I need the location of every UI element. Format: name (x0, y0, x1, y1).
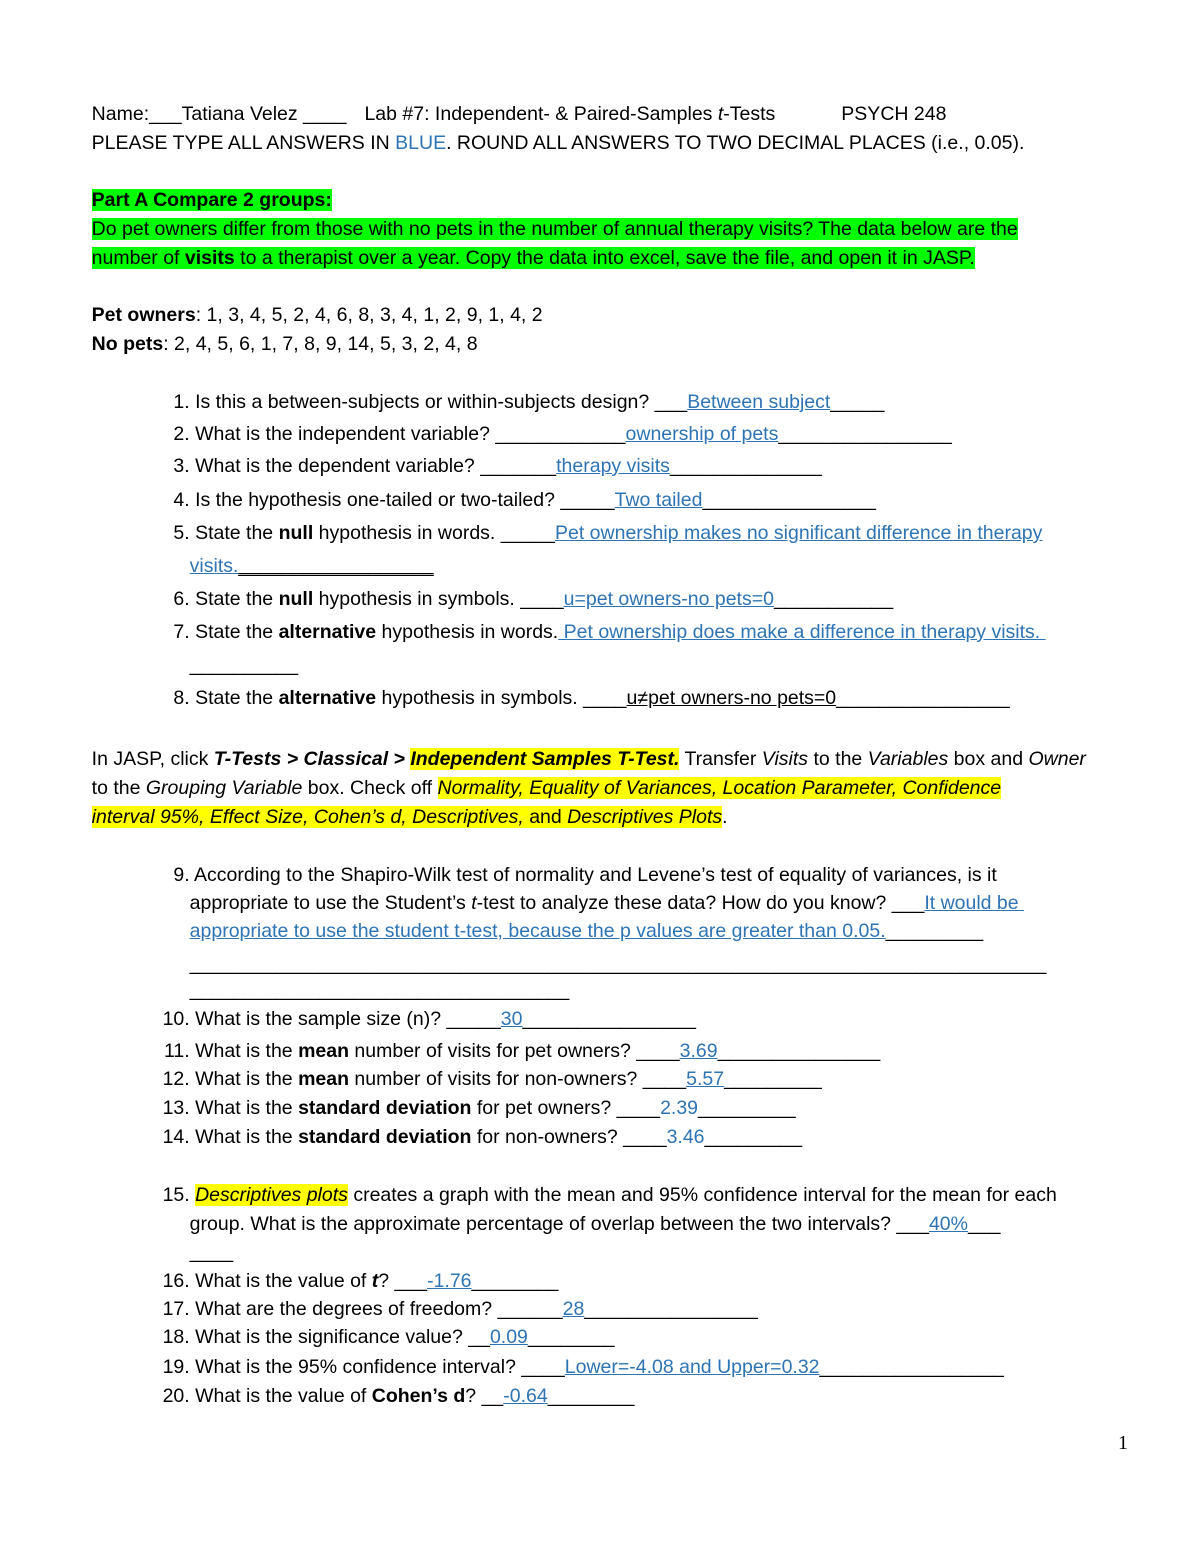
question-text: According to the Shapiro-Wilk test of normality and Levene’s test of equality of variances, is it (194, 864, 997, 886)
question-number: 20. (162, 1385, 190, 1407)
answer-text: Two tailed (614, 489, 703, 511)
question-number: 7. (173, 621, 190, 643)
question-bold: null (278, 522, 314, 544)
pet-owners-label: Pet owners (91, 304, 196, 326)
question-text-tail: number of visits for non-owners? ____ (349, 1068, 687, 1090)
answer-blank: ________________ (522, 1008, 696, 1030)
question-number: 19. (162, 1356, 190, 1378)
question-bold: alternative (278, 687, 377, 709)
question-bold: alternative (278, 621, 377, 643)
question-number: 8. (173, 687, 190, 709)
part-a-title: Part A Compare 2 groups: (91, 189, 332, 211)
question-number: 1. (173, 391, 190, 413)
answer-text: u≠pet owners-no pets=0 (626, 687, 837, 709)
desc-bold-visits: visits (184, 247, 235, 269)
answer-blank: ________________ (778, 423, 952, 445)
question-text-tail: hypothesis in words. _____ (313, 522, 555, 544)
answer-text: Pet ownership does make a difference in therapy visits. (558, 621, 1046, 643)
question-text: What is the sample size (n)? _____ (195, 1008, 501, 1030)
answer-text: -0.64 (503, 1385, 548, 1407)
question-bold: mean (298, 1040, 350, 1062)
question-text: What is the significance value? __ (195, 1326, 490, 1348)
answer-blank: ___________ (773, 588, 894, 610)
question-text: -test to analyze these data? How do you know? ___ (476, 892, 925, 914)
question-number: 18. (162, 1326, 190, 1348)
jasp-text: Transfer (679, 748, 762, 770)
jasp-options: interval 95%, Effect Size, Cohen’s d, Descriptives, (91, 806, 530, 828)
question-italic-t: t (471, 892, 477, 914)
answer-blank: _____ (830, 391, 885, 413)
question-text: group. What is the approximate percentage of overlap between the two intervals? ___ (189, 1213, 929, 1235)
instructions-blue-word: BLUE (395, 132, 447, 154)
question-text: What are the degrees of freedom? ______ (195, 1298, 563, 1320)
answer-text: 3.69 (679, 1040, 718, 1062)
question-text: Is the hypothesis one-tailed or two-tailed? _____ (195, 489, 615, 511)
jasp-text: to the (91, 777, 146, 799)
question-text-tail: hypothesis in words. (376, 621, 559, 643)
question-text: What is the (195, 1126, 299, 1148)
answer-text: Lower=-4.08 and Upper=0.32 (564, 1356, 820, 1378)
jasp-text: . (722, 806, 728, 828)
question-text: What is the (195, 1068, 299, 1090)
question-text-tail: hypothesis in symbols. ____ (313, 588, 564, 610)
answer-text: u=pet owners-no pets=0 (563, 588, 774, 610)
answer-text: 40% (928, 1213, 968, 1235)
question-text: What is the value of (195, 1385, 372, 1407)
answer-text: 2.39 (660, 1097, 699, 1119)
question-number: 2. (173, 423, 190, 445)
question-text-tail: ? ___ (378, 1270, 428, 1292)
answer-text: ownership of pets (625, 423, 779, 445)
answer-blank: ________ (527, 1326, 615, 1348)
question-text: appropriate to use the Student’s (189, 892, 472, 914)
answer-text: Pet ownership makes no significant difference in therapy (554, 522, 1043, 544)
jasp-variable-visits: Visits (761, 748, 809, 770)
question-text-tail: for pet owners? ____ (471, 1097, 661, 1119)
question-number: 13. (162, 1097, 190, 1119)
answer-text: 3.46 (666, 1126, 705, 1148)
answer-blank: _______________ (717, 1040, 881, 1062)
jasp-text: and (529, 806, 562, 828)
question-text: Is this a between-subjects or within-subjects design? ___ (195, 391, 688, 413)
answer-text: It would be (924, 892, 1025, 914)
question-text: What is the dependent variable? _______ (195, 455, 557, 477)
question-number: 3. (173, 455, 190, 477)
question-text: creates a graph with the mean and 95% confidence interval for the mean for each (347, 1184, 1057, 1206)
answer-blank: __________ (189, 654, 299, 676)
question-number: 14. (162, 1126, 190, 1148)
answer-text: therapy visits (556, 455, 670, 477)
student-name: ___Tatiana Velez ____ (149, 103, 347, 125)
question-number: 9. (173, 864, 190, 886)
question-bold: Cohen’s d (371, 1385, 466, 1407)
question-text: What is the independent variable? ____________ (195, 423, 626, 445)
question-text: State the (195, 588, 279, 610)
question-text: State the (195, 522, 279, 544)
question-number: 10. (162, 1008, 190, 1030)
question-text-tail: ? __ (465, 1385, 504, 1407)
instructions-rounding: . ROUND ALL ANSWERS TO TWO DECIMAL PLACES (i.e., 0.05). (446, 132, 1025, 154)
desc-text: number of (91, 247, 185, 269)
answer-text: -1.76 (427, 1270, 472, 1292)
question-text: What is the (195, 1097, 299, 1119)
answer-text: Between subject (687, 391, 831, 413)
answer-blank: _________________ (819, 1356, 1004, 1378)
answer-blank: __________________ (238, 555, 434, 577)
jasp-variable-owner: Owner (1028, 748, 1086, 770)
answer-text: visits. (189, 555, 239, 577)
question-text: State the (195, 687, 279, 709)
jasp-text: In JASP, click (91, 748, 214, 770)
desc-text-tail: to a therapist over a year. Copy the data into excel, save the file, and open it in JASP. (234, 247, 975, 269)
instructions-text: PLEASE TYPE ALL ANSWERS IN (91, 132, 396, 154)
question-bold: standard deviation (298, 1097, 472, 1119)
question-number: 5. (173, 522, 190, 544)
course-code: PSYCH 248 (841, 103, 947, 125)
question-text-tail: number of visits for pet owners? ____ (349, 1040, 680, 1062)
lab-title-tail: -Tests (723, 103, 776, 125)
question-20 (130, 1354, 634, 1438)
question-number: 11. (164, 1040, 190, 1062)
answer-blank: ____ (189, 1241, 234, 1263)
answer-blank: _________ (704, 1126, 803, 1148)
answer-blank: ___________________________________ (189, 979, 570, 1001)
jasp-grouping-variable: Grouping Variable (145, 777, 303, 799)
answer-blank: ________ (547, 1385, 635, 1407)
question-number: 4. (173, 489, 190, 511)
page-number: 1 (1118, 1432, 1128, 1454)
question-bold: t (371, 1270, 379, 1292)
descriptives-plots-highlight: Descriptives plots (195, 1184, 348, 1206)
answer-text: 28 (562, 1298, 585, 1320)
lab-title-t: t (717, 103, 724, 125)
pet-owners-values: : 1, 3, 4, 5, 2, 4, 6, 8, 3, 4, 1, 2, 9, 1, 4, 2 (195, 304, 543, 326)
jasp-text: box and (948, 748, 1029, 770)
name-label: Name: (91, 103, 150, 125)
answer-blank: ________________ (584, 1298, 758, 1320)
part-a-description: Do pet owners differ from those with no pets in the number of annual therapy visits? The data below are the (91, 218, 1018, 240)
question-bold: null (278, 588, 314, 610)
question-number: 15. (162, 1184, 190, 1206)
question-text-tail: for non-owners? ____ (471, 1126, 667, 1148)
answer-text: appropriate to use the student t-test, because the p values are greater than 0.05. (189, 920, 886, 942)
answer-blank: _________ (885, 920, 984, 942)
jasp-options: Descriptives Plots (561, 806, 723, 828)
question-text: What is the 95% confidence interval? ____ (195, 1356, 565, 1378)
lab-title: Lab #7: Independent- & Paired-Samples (364, 103, 718, 125)
question-number: 6. (173, 588, 190, 610)
no-pets-label: No pets (91, 333, 164, 355)
answer-blank: ___ (967, 1213, 1001, 1235)
answer-blank: ________________ (702, 489, 876, 511)
question-text: What is the value of (195, 1270, 372, 1292)
question-number: 16. (162, 1270, 190, 1292)
question-number: 12. (162, 1068, 190, 1090)
question-number: 17. (162, 1298, 190, 1320)
answer-blank: ________ (471, 1270, 559, 1292)
answer-blank: _______________________________________________________________________________ (189, 953, 1047, 975)
question-bold: mean (298, 1068, 350, 1090)
jasp-variables-box: Variables (867, 748, 949, 770)
question-bold: standard deviation (298, 1126, 472, 1148)
jasp-text: box. Check off (302, 777, 438, 799)
jasp-menu-path: T-Tests > Classical > (213, 748, 411, 770)
answer-blank: _________ (698, 1097, 796, 1119)
answer-blank: ________________ (836, 687, 1010, 709)
jasp-text: to the (808, 748, 868, 770)
answer-text: 30 (500, 1008, 523, 1030)
question-text: State the (195, 621, 279, 643)
jasp-options: Normality, Equality of Variances, Location Parameter, Confidence (437, 777, 1002, 799)
answer-blank: _________ (724, 1068, 822, 1090)
answer-blank: ______________ (669, 455, 822, 477)
question-text: What is the (195, 1040, 299, 1062)
jasp-menu-item: Independent Samples T-Test. (410, 748, 680, 770)
no-pets-values: : 2, 4, 5, 6, 1, 7, 8, 9, 14, 5, 3, 2, 4, 8 (163, 333, 478, 355)
question-text-tail: hypothesis in symbols. ____ (376, 687, 627, 709)
answer-text: 0.09 (489, 1326, 528, 1348)
answer-text: 5.57 (686, 1068, 725, 1090)
